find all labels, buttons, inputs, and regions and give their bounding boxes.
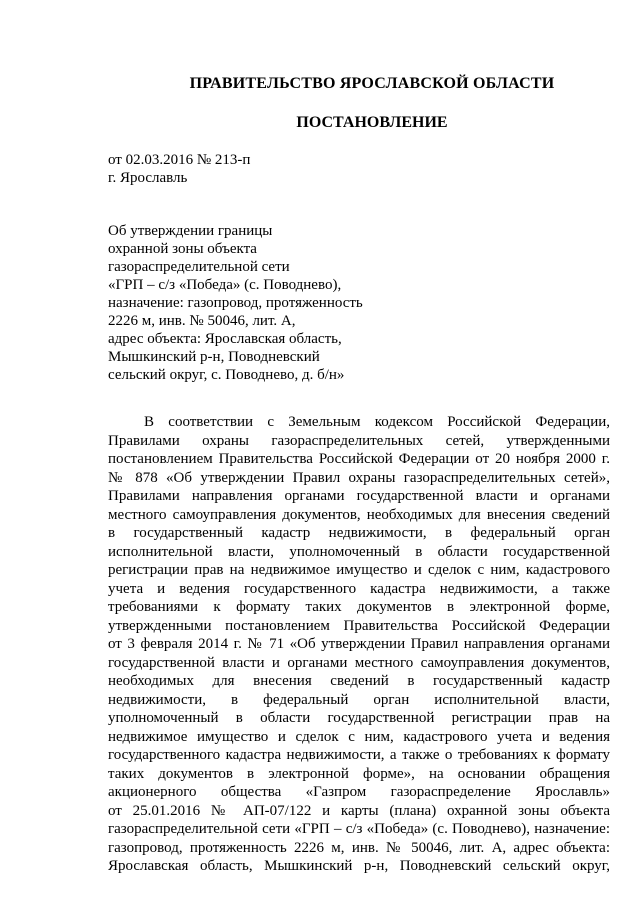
body-line: требованиями к формату таких документов в электронной форме, xyxy=(108,599,610,615)
subject-line: Об утверждении границы xyxy=(108,223,273,239)
body-line: таких документов в электронной форме», на основании обращения xyxy=(108,765,610,782)
organization-heading: ПРАВИТЕЛЬСТВО ЯРОСЛАВСКОЙ ОБЛАСТИ xyxy=(189,75,555,92)
body-paragraph xyxy=(108,413,610,876)
subject-line: сельский округ, с. Поводнево, д. б/н» xyxy=(108,367,345,383)
body-line: № 878 «Об утверждении Правил охраны газораспределительных сетей», xyxy=(108,469,610,486)
body-line: местного самоуправления документов, необходимых для внесения сведений xyxy=(108,506,610,523)
document-type-heading: ПОСТАНОВЛЕНИЕ xyxy=(296,114,448,131)
subject-line: 2226 м, инв. № 50046, лит. А, xyxy=(108,313,296,329)
body-line: государственной власти и органами местного самоуправления документов, xyxy=(108,654,610,671)
body-line: Ярославская область, Мышкинский р-н, Поводневский сельский округ, xyxy=(108,858,610,874)
body-line: от 3 февраля 2014 г. № 71 «Об утверждении Правил направления органами xyxy=(108,636,610,652)
document-meta xyxy=(108,151,250,187)
body-line: В соответствии с Земельным кодексом Российской Федерации, xyxy=(144,414,610,430)
body-line: в государственный кадастр недвижимости, в федеральный орган xyxy=(108,525,610,541)
body-line: акционерного общества «Газпром газораспределение Ярославль» xyxy=(108,784,610,800)
body-line: газораспределительной сети «ГРП – с/з «Победа» (с. Поводнево), назначение: xyxy=(108,821,610,837)
body-line: постановлением Правительства Российской Федерации от 20 ноября 2000 г. xyxy=(108,451,610,467)
subject-line: назначение: газопровод, протяженность xyxy=(108,295,363,311)
subject-line: Мышкинский р-н, Поводневский xyxy=(108,349,320,365)
body-line: недвижимости, в федеральный орган исполнительной власти, xyxy=(108,691,610,708)
city: г. Ярославль xyxy=(108,170,188,186)
subject-line: «ГРП – с/з «Победа» (с. Поводнево), xyxy=(108,277,342,293)
subject-line: адрес объекта: Ярославская область, xyxy=(108,331,342,347)
body-line: государственного кадастра недвижимости, а также о требованиях к формату xyxy=(108,747,610,763)
body-line: учета и ведения государственного кадастра недвижимости, а также xyxy=(108,580,610,597)
body-line: регистрации прав на недвижимое имущество и сделок с ним, кадастрового xyxy=(108,562,610,578)
body-line: Правилами охраны газораспределительных сетей, утвержденными xyxy=(108,432,610,449)
subject-block xyxy=(108,222,408,384)
body-line: Правилами направления органами государственной власти и органами xyxy=(108,488,610,504)
body-line: газопровод, протяженность 2226 м, инв. № 50046, лит. А, адрес объекта: xyxy=(108,839,610,856)
body-line: уполномоченный в области государственной регистрации прав на xyxy=(108,710,610,726)
body-line: исполнительной власти, уполномоченный в области государственной xyxy=(108,543,610,560)
body-line: необходимых для внесения сведений в государственный кадастр xyxy=(108,673,610,689)
subject-line: газораспределительной сети xyxy=(108,259,290,275)
date-number: от 02.03.2016 № 213-п xyxy=(108,152,251,168)
subject-line: охранной зоны объекта xyxy=(108,241,257,257)
body-line: утвержденными постановлением Правительства Российской Федерации xyxy=(108,617,610,634)
body-line: от 25.01.2016 № АП-07/122 и карты (плана) охранной зоны объекта xyxy=(108,802,610,819)
body-line: недвижимое имущество и сделок с ним, кадастрового учета и ведения xyxy=(108,728,610,745)
